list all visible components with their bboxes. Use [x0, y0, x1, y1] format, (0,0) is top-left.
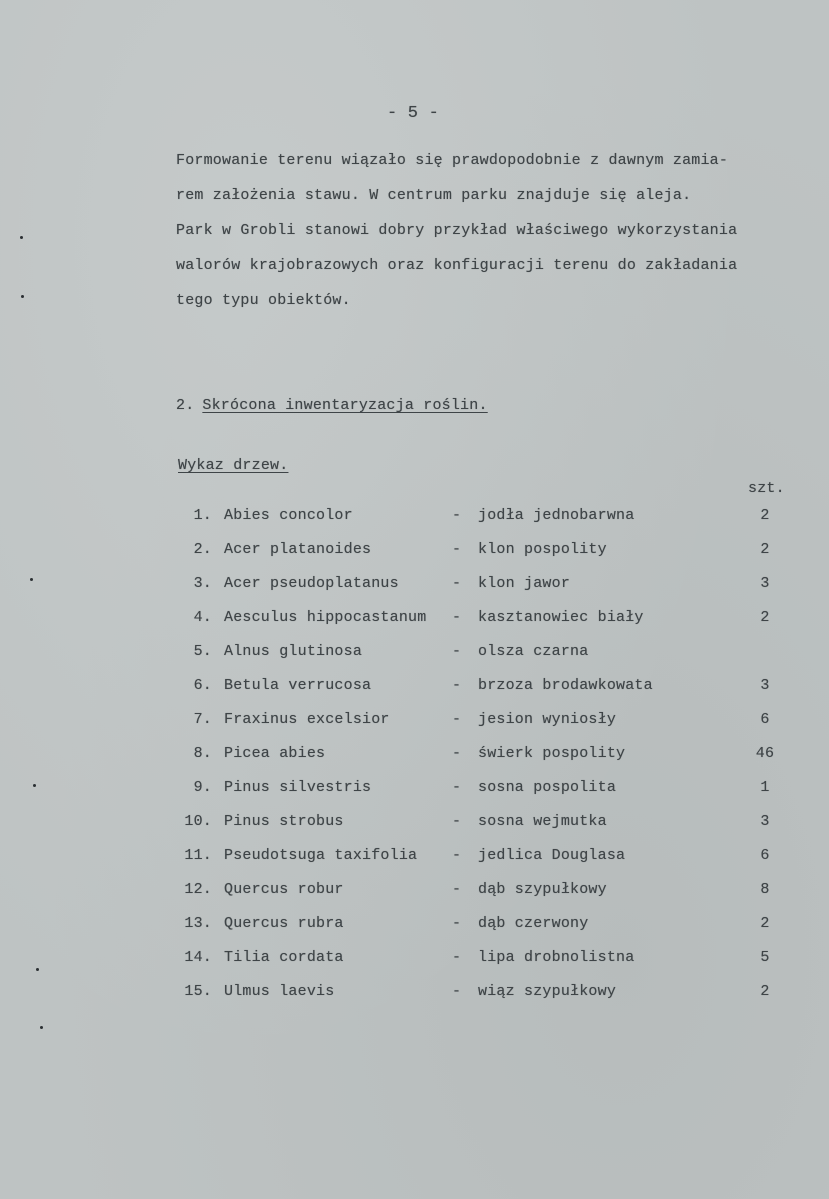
- tree-count: 8: [760, 881, 770, 898]
- tree-latin-name: Picea abies: [224, 745, 326, 762]
- tree-polish-name: świerk pospolity: [478, 745, 626, 762]
- tree-index: 13.: [184, 915, 212, 932]
- tree-count: 2: [760, 609, 770, 626]
- tree-index: 7.: [193, 711, 212, 728]
- tree-dash: -: [452, 881, 462, 898]
- tree-count: 46: [755, 745, 775, 762]
- tree-count: 3: [760, 575, 770, 592]
- tree-dash: -: [452, 745, 462, 762]
- tree-index: 5.: [193, 643, 212, 660]
- tree-row: [0, 778, 829, 812]
- tree-latin-name: Aesculus hippocastanum: [224, 609, 427, 626]
- tree-polish-name: lipa drobnolistna: [478, 949, 635, 966]
- tree-polish-name: klon jawor: [478, 575, 571, 592]
- tree-count: 2: [760, 541, 770, 558]
- tree-row: [0, 812, 829, 846]
- tree-index: 10.: [184, 813, 212, 830]
- tree-dash: -: [452, 983, 462, 1000]
- tree-dash: -: [452, 915, 462, 932]
- tree-latin-name: Quercus robur: [224, 881, 344, 898]
- tree-row: [0, 880, 829, 914]
- tree-dash: -: [452, 541, 462, 558]
- tree-dash: -: [452, 813, 462, 830]
- margin-mark: [21, 295, 24, 298]
- tree-dash: -: [452, 507, 462, 524]
- section-title: Skrócona inwentaryzacja roślin.: [202, 397, 488, 414]
- tree-index: 2.: [193, 541, 212, 558]
- tree-polish-name: wiąz szypułkowy: [478, 983, 617, 1000]
- tree-index: 6.: [193, 677, 212, 694]
- tree-count: 1: [760, 779, 770, 796]
- tree-latin-name: Pinus silvestris: [224, 779, 372, 796]
- tree-latin-name: Betula verrucosa: [224, 677, 372, 694]
- page-number: - 5 -: [387, 104, 440, 123]
- paragraph-line: rem założenia stawu. W centrum parku znajduje się aleja.: [176, 187, 692, 204]
- tree-index: 15.: [184, 983, 212, 1000]
- tree-dash: -: [452, 643, 462, 660]
- tree-row: [0, 846, 829, 880]
- tree-row: [0, 982, 829, 1016]
- paragraph-line: Formowanie terenu wiązało się prawdopodobnie z dawnym zamia-: [176, 152, 729, 169]
- tree-dash: -: [452, 609, 462, 626]
- tree-dash: -: [452, 779, 462, 796]
- margin-mark: [30, 578, 33, 581]
- tree-row: [0, 914, 829, 948]
- paragraph-line: walorów krajobrazowych oraz konfiguracji terenu do zakładania: [176, 257, 738, 274]
- tree-row: [0, 642, 829, 676]
- tree-index: 4.: [193, 609, 212, 626]
- tree-polish-name: olsza czarna: [478, 643, 589, 660]
- tree-row: [0, 744, 829, 778]
- tree-row: [0, 710, 829, 744]
- tree-count: 6: [760, 711, 770, 728]
- tree-index: 8.: [193, 745, 212, 762]
- tree-latin-name: Tilia cordata: [224, 949, 344, 966]
- intro-paragraph: [176, 151, 806, 326]
- margin-mark: [36, 968, 39, 971]
- tree-polish-name: jodła jednobarwna: [478, 507, 635, 524]
- tree-latin-name: Ulmus laevis: [224, 983, 335, 1000]
- tree-count: 6: [760, 847, 770, 864]
- section-heading: [176, 397, 488, 414]
- tree-index: 12.: [184, 881, 212, 898]
- tree-polish-name: dąb szypułkowy: [478, 881, 607, 898]
- tree-count: 2: [760, 507, 770, 524]
- tree-list-heading: Wykaz drzew.: [178, 457, 289, 474]
- tree-row: [0, 948, 829, 982]
- tree-polish-name: dąb czerwony: [478, 915, 589, 932]
- margin-mark: [40, 1026, 43, 1029]
- tree-index: 1.: [193, 507, 212, 524]
- tree-latin-name: Fraxinus excelsior: [224, 711, 390, 728]
- tree-latin-name: Alnus glutinosa: [224, 643, 363, 660]
- tree-dash: -: [452, 677, 462, 694]
- tree-row: [0, 608, 829, 642]
- tree-latin-name: Acer pseudoplatanus: [224, 575, 399, 592]
- paragraph-line: tego typu obiektów.: [176, 292, 351, 309]
- tree-count: 3: [760, 813, 770, 830]
- tree-polish-name: kasztanowiec biały: [478, 609, 644, 626]
- tree-latin-name: Quercus rubra: [224, 915, 344, 932]
- tree-list: [0, 506, 829, 1016]
- tree-polish-name: jedlica Douglasa: [478, 847, 626, 864]
- tree-latin-name: Abies concolor: [224, 507, 353, 524]
- tree-row: [0, 676, 829, 710]
- tree-index: 9.: [193, 779, 212, 796]
- tree-polish-name: jesion wyniosły: [478, 711, 617, 728]
- tree-count: 2: [760, 915, 770, 932]
- tree-count: 2: [760, 983, 770, 1000]
- margin-mark: [33, 784, 36, 787]
- tree-latin-name: Pseudotsuga taxifolia: [224, 847, 418, 864]
- tree-row: [0, 574, 829, 608]
- tree-index: 11.: [184, 847, 212, 864]
- tree-polish-name: brzoza brodawkowata: [478, 677, 653, 694]
- tree-index: 14.: [184, 949, 212, 966]
- tree-dash: -: [452, 847, 462, 864]
- tree-dash: -: [452, 575, 462, 592]
- tree-index: 3.: [193, 575, 212, 592]
- tree-count: 5: [760, 949, 770, 966]
- tree-dash: -: [452, 711, 462, 728]
- section-number: 2.: [176, 397, 195, 414]
- tree-count: 3: [760, 677, 770, 694]
- margin-mark: [20, 236, 23, 239]
- tree-latin-name: Pinus strobus: [224, 813, 344, 830]
- tree-polish-name: klon pospolity: [478, 541, 607, 558]
- count-column-header: szt.: [748, 480, 785, 497]
- tree-polish-name: sosna pospolita: [478, 779, 617, 796]
- tree-latin-name: Acer platanoides: [224, 541, 372, 558]
- tree-row: [0, 506, 829, 540]
- tree-row: [0, 540, 829, 574]
- paragraph-line: Park w Grobli stanowi dobry przykład właściwego wykorzystania: [176, 222, 738, 239]
- tree-dash: -: [452, 949, 462, 966]
- tree-polish-name: sosna wejmutka: [478, 813, 607, 830]
